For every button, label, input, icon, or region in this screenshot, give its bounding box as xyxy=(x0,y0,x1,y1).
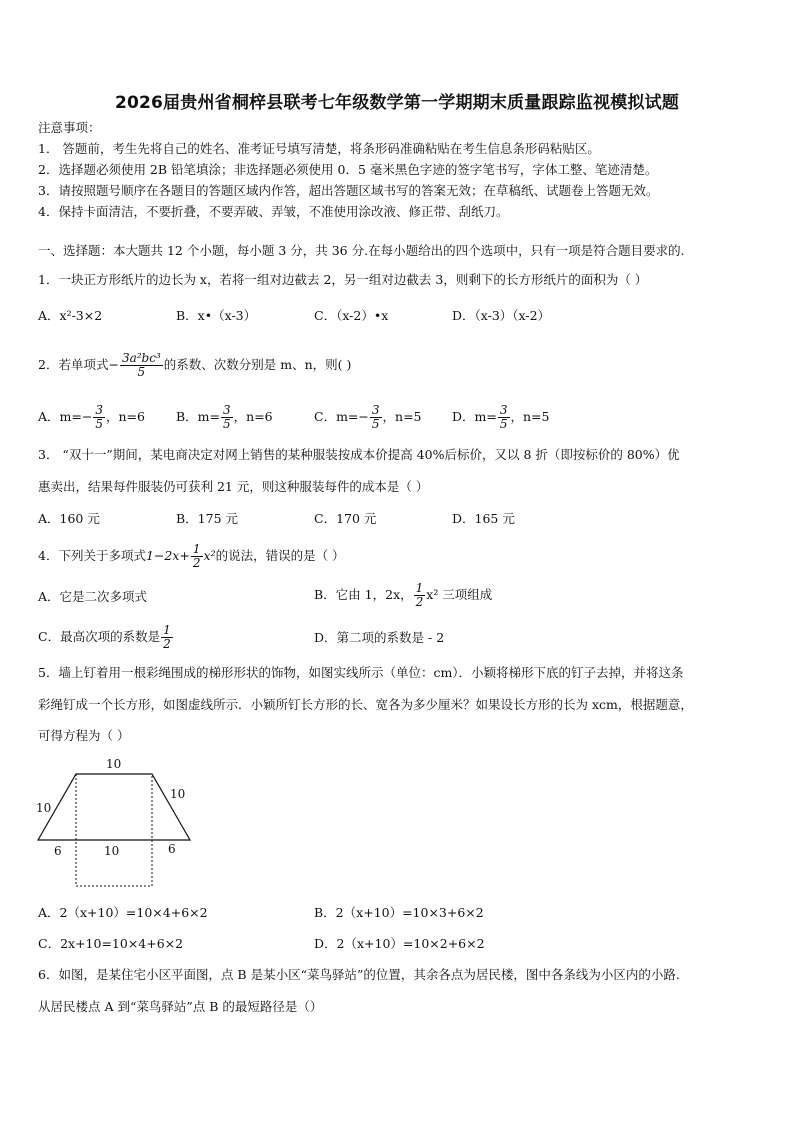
q4-b-prefix: B．它由 1，2x， xyxy=(314,587,413,602)
q4-stem xyxy=(38,543,345,570)
q2-option-b xyxy=(176,404,273,431)
q4-c-prefix: C．最高次项的系数是 xyxy=(38,629,161,644)
q2-suffix: 的系数、次数分别是 m、n，则( ) xyxy=(163,357,352,372)
notice-item-3: 3．请按照题号顺序在各题目的答题区域内作答，超出答题区域书写的答案无效；在草稿纸、试题卷上答题无效。 xyxy=(38,183,659,198)
q4-poly-lead: 1−2x+ xyxy=(145,548,190,563)
q3-option-b: B．175 元 xyxy=(176,511,239,526)
q2-b-prefix: B．m= xyxy=(176,409,221,424)
q6-stem-line-2: 从居民楼点 A 到“菜鸟驿站”点 B 的最短路径是（） xyxy=(38,999,323,1014)
q5-stem-line-2: 彩绳钉成一个长方形，如图虚线所示．小颖所钉长方形的长、宽各为多少厘米？如果设长方形的长为 xcm，根据题意， xyxy=(38,697,693,712)
q4-b-fraction xyxy=(414,582,426,609)
q3-stem-line-2: 惠卖出，结果每件服装仍可获利 21 元，则这种服装每件的成本是（ ） xyxy=(38,479,429,494)
notice-item-1: 1． 答题前，考生先将自己的姓名、准考证号填写清楚，将条形码准确粘贴在考生信息条形码粘贴区。 xyxy=(38,141,600,156)
q2-prefix: 2．若单项式− xyxy=(38,357,119,372)
q4-option-c xyxy=(38,624,174,651)
q2-d-prefix: D．m= xyxy=(452,409,497,424)
q1-option-b: B．x•（x-3） xyxy=(176,308,257,323)
rectangle-dashed-outline xyxy=(76,774,152,886)
q3-option-c: C．170 元 xyxy=(314,511,377,526)
q2-a-num: 3 xyxy=(95,403,103,417)
label-top: 10 xyxy=(106,757,122,771)
q2-b-num: 3 xyxy=(223,403,231,417)
q5-stem-line-3: 可得方程为（ ） xyxy=(38,728,130,743)
notice-item-4: 4．保持卡面清洁，不要折叠，不要弄破、弄皱，不准使用涂改液、修正带、刮纸刀。 xyxy=(38,204,509,219)
q5-option-d: D．2（x+10）=10×2+6×2 xyxy=(314,936,485,951)
q4-b-suffix: x² 三项组成 xyxy=(426,587,493,602)
q2-c-prefix: C．m=− xyxy=(314,409,369,424)
q4-poly-fraction xyxy=(191,543,203,570)
q4-c-den: 2 xyxy=(163,637,171,651)
q5-option-c: C．2x+10=10×4+6×2 xyxy=(38,936,184,951)
q2-d-suffix: ，n=5 xyxy=(510,409,550,424)
q1-option-a: A．x²-3×2 xyxy=(38,308,103,323)
notice-item-2: 2．选择题必须使用 2B 铅笔填涂；非选择题必须使用 0．5 毫米黑色字迹的签字笔书写，字体工整、笔迹清楚。 xyxy=(38,162,658,177)
q2-fraction-numerator: 3a²bc³ xyxy=(121,351,161,365)
q2-d-fraction xyxy=(498,404,510,431)
q3-stem-line-1: 3． “双十一”期间，某电商决定对网上销售的某种服装按成本价提高 40%后标价，又以 8 折（即按标价的 80%）优 xyxy=(38,447,680,462)
trapezoid-outline xyxy=(38,774,190,840)
label-right: 10 xyxy=(170,787,186,801)
q4-b-num: 1 xyxy=(415,581,424,595)
notice-heading: 注意事项： xyxy=(38,120,101,135)
q2-option-d xyxy=(452,404,549,431)
q2-b-den: 5 xyxy=(223,417,231,431)
q1-stem: 1．一块正方形纸片的边长为 x，若将一组对边截去 2，另一组对边截去 3，则剩下的长方形纸片的面积为（ ） xyxy=(38,272,648,287)
q3-option-d: D．165 元 xyxy=(452,511,515,526)
q2-monomial-fraction xyxy=(120,352,163,379)
q5-stem-line-1: 5．墙上钉着用一根彩绳围成的梯形形状的饰物，如图实线所示（单位：cm）．小颖将梯形下底的钉子去掉，并将这条 xyxy=(38,665,684,680)
q2-option-c xyxy=(314,404,422,431)
q2-a-prefix: A．m=− xyxy=(38,409,93,424)
q2-c-suffix: ，n=5 xyxy=(382,409,422,424)
q4-b-den: 2 xyxy=(415,595,424,609)
q2-c-num: 3 xyxy=(371,403,380,417)
q4-suffix: 的说法，错误的是（ ） xyxy=(215,548,345,563)
q2-stem xyxy=(38,352,351,379)
q6-stem-line-1: 6．如图，是某住宅小区平面图，点 B 是某小区“菜鸟驿站”的位置，其余各点为居民楼，图中各条线为小区内的小路. xyxy=(38,967,680,982)
q4-option-d: D．第二项的系数是 - 2 xyxy=(314,630,445,645)
q4-c-num: 1 xyxy=(163,623,171,637)
q4-option-b xyxy=(314,582,492,609)
q5-option-b: B．2（x+10）=10×3+6×2 xyxy=(314,905,484,920)
q4-poly-tail: x² xyxy=(203,548,216,563)
q2-d-num: 3 xyxy=(499,403,508,417)
label-left: 10 xyxy=(36,801,52,815)
q2-d-den: 5 xyxy=(499,417,508,431)
q2-fraction-denominator: 5 xyxy=(137,365,146,379)
label-bottom-left: 6 xyxy=(54,844,62,858)
q5-option-a: A．2（x+10）=10×4+6×2 xyxy=(38,905,208,920)
q4-c-fraction xyxy=(161,624,173,651)
page-title: 2026届贵州省桐梓县联考七年级数学第一学期期末质量跟踪监视模拟试题 xyxy=(114,93,680,113)
q2-b-fraction xyxy=(221,404,233,431)
section-heading: 一、选择题：本大题共 12 个小题，每小题 3 分，共 36 分.在每小题给出的四个选项中，只有一项是符合题目要求的. xyxy=(38,243,685,258)
q1-option-c: C．（x-2）•x xyxy=(314,308,389,323)
q3-option-a: A．160 元 xyxy=(38,511,100,526)
label-bottom-right: 6 xyxy=(168,842,176,856)
q2-c-fraction xyxy=(370,404,382,431)
q2-option-a xyxy=(38,404,145,431)
q4-poly-num: 1 xyxy=(192,542,201,556)
q5-trapezoid-figure xyxy=(30,752,200,892)
q2-a-fraction xyxy=(93,404,105,431)
q4-prefix: 4．下列关于多项式 xyxy=(38,548,146,563)
q2-c-den: 5 xyxy=(371,417,380,431)
q2-a-den: 5 xyxy=(95,417,103,431)
q2-b-suffix: ，n=6 xyxy=(233,409,273,424)
q4-poly-den: 2 xyxy=(192,556,201,570)
q1-option-d: D．（x-3）（x-2） xyxy=(452,308,551,323)
q2-a-suffix: ，n=6 xyxy=(105,409,145,424)
q4-option-a: A．它是二次多项式 xyxy=(38,589,148,604)
label-bottom-middle: 10 xyxy=(104,844,120,858)
